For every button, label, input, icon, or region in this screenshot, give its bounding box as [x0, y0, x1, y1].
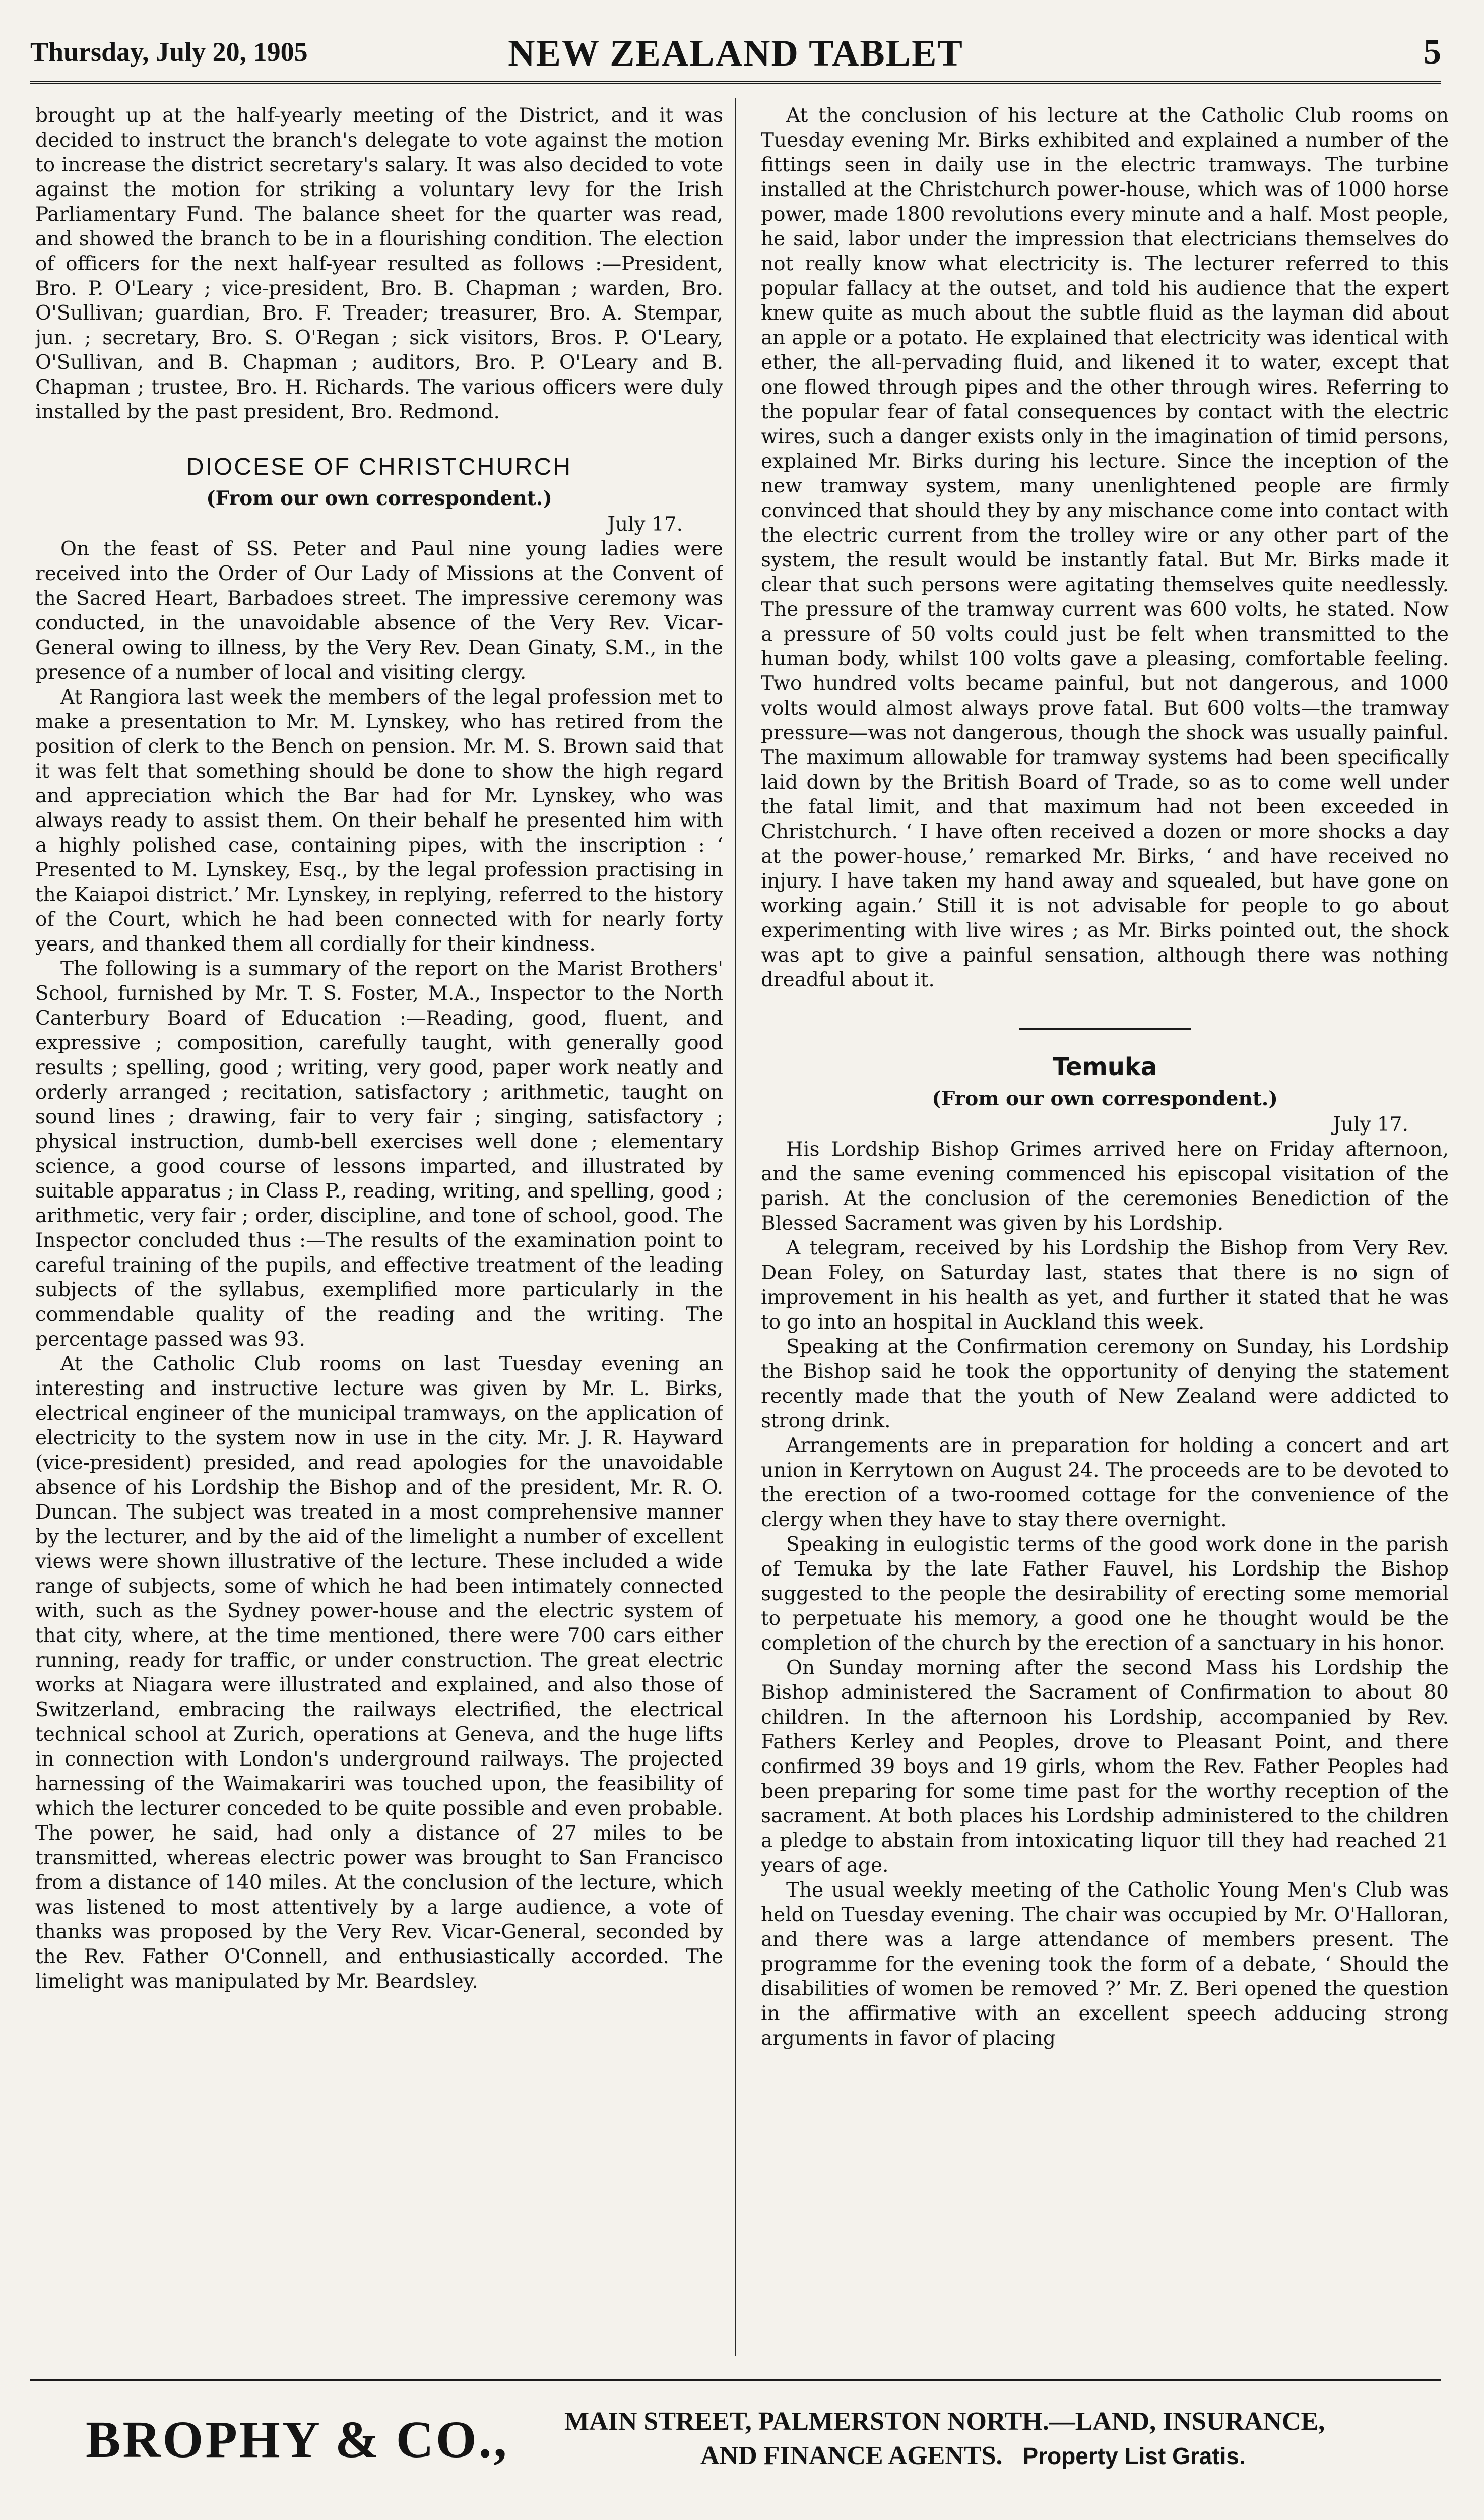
article-paragraph: At the Catholic Club rooms on last Tuesday evening an interesting and instructive lecture was given by Mr. L. Birks, electrical engineer of the municipal tramways, on the application of electricity to the system now in use in the city. Mr. J. R. Hayward (vice-president) presided, and read apologies for the unavoidable absence of his Lordship the Bishop and of the president, Mr. R. O. Duncan. The subject was treated in a most comprehensive manner by the lecturer, and by the aid of the limelight a number of excellent views were shown illustrative of the lecture. These included a wide range of subjects, some of which he had been intimately connected with, such as the Sydney power-house and the electric system of that city, where, at the time mentioned, there were 700 cars either running, ready for traffic, or under construction. The great electric works at Niagara were illustrated and explained, and also those of Switzerland, embracing the railways electrified, the electrical technical school at Zurich, operations at Geneva, and the huge lifts in connection with London's underground railways. The projected harnessing of the Waimakariri was touched upon, the feasibility of which the lecturer conceded to be quite possible and even probable. The power, he said, had only a distance of 27 miles to be transmitted, whereas electric power was brought to San Francisco from a distance of 140 miles. At the conclusion of the lecture, which was listened to most attentively by a large audience, a vote of thanks was proposed by the Very Rev. Vicar-General, seconded by the Rev. Father O'Connell, and enthusiastically accorded. The limelight was manipulated by Mr. Beardsley. [35, 1353, 723, 1993]
article-paragraph: At Rangiora last week the members of the legal profession met to make a presentation to Mr. M. Lynskey, who has retired from the position of clerk to the Bench on pension. Mr. M. S. Brown said that it was felt that something should be done to show the high regard and appreciation which the Bar had for Mr. Lynskey, who was always ready to assist them. On their behalf he presented him with a highly polished case, containing pipes, with the inscription : ‘ Presented to M. Lynskey, Esq., by the legal profession practising in the Kaiapoi district.’ Mr. Lynskey, in replying, referred to the history of the Court, which he had been connected with for nearly forty years, and thanked them all cordially for their kindness. [35, 686, 723, 956]
right-column [761, 103, 1449, 2351]
issue-date: Thursday, July 20, 1905 [30, 37, 308, 67]
correspondent-line: (From our own correspondent.) [932, 1087, 1278, 1110]
dateline: July 17. [1333, 1113, 1408, 1136]
article-paragraph: The following is a summary of the report on the Marist Brothers' School, furnished by Mr. T. S. Foster, M.A., Inspector to the North Canterbury Board of Education :—Reading, good, fluent, and expressive ; composition, carefully taught, with generally good results ; spelling, good ; writing, very good, paper work neatly and orderly arranged ; recitation, satisfactory ; arithmetic, taught on sound lines ; drawing, fair to very fair ; singing, satisfactory ; physical instruction, dumb-bell exercises well done ; elementary science, a good course of lessons imparted, and illustrated by suitable apparatus ; in Class P., reading, writing, and spelling, good ; arithmetic, very fair ; order, discipline, and tone of school, good. The Inspector concluded thus :—The results of the examination point to careful training of the pupils, and effective treatment of the leading subjects of the syllabus, exemplified more particularly in the commendable quality of the reading and the writing. The percentage passed was 93. [35, 958, 723, 1351]
article-paragraph: Arrangements are in preparation for holding a concert and art union in Kerrytown on August 24. The proceeds are to be devoted to the erection of a two-roomed cottage for the convenience of the clergy when they have to stay there overnight. [761, 1434, 1449, 1531]
advertiser-services-text: AND FINANCE AGENTS. [700, 2441, 1003, 2470]
advertiser-note: Property List Gratis. [1022, 2443, 1246, 2469]
article-paragraph: On Sunday morning after the second Mass his Lordship the Bishop administered the Sacrament of Confirmation to about 80 children. In the afternoon his Lordship, accompanied by Rev. Fathers Kerley and Peoples, drove to Pleasant Point, and there confirmed 39 boys and 19 girls, whom the Rev. Father Peoples had been preparing for some time past for the worthy reception of the sacrament. At both places his Lordship administered to the children a pledge to abstain from intoxicating liquor till they had reached 21 years of age. [761, 1657, 1449, 1877]
article-paragraph: The usual weekly meeting of the Catholic Young Men's Club was held on Tuesday evening. The chair was occupied by Mr. O'Halloran, and there was a large attendance of members present. The programme for the evening took the form of a debate, ‘ Should the disabilities of women be removed ?’ Mr. Z. Beri opened the question in the affirmative with an excellent speech adducing strong arguments in favor of placing [761, 1879, 1449, 2050]
correspondent-line: (From our own correspondent.) [206, 487, 552, 510]
article-paragraph: Speaking at the Confirmation ceremony on Sunday, his Lordship the Bishop said he took the opportunity of denying the statement recently made that the youth of New Zealand were addicted to strong drink. [761, 1336, 1449, 1432]
opening-paragraph: brought up at the half-yearly meeting of the District, and it was decided to instruct the branch's delegate to vote against the motion to increase the district secretary's salary. It was also decided to vote against the motion for striking a voluntary levy for the Irish Parliamentary Fund. The balance sheet for the quarter was read, and showed the branch to be in a flourishing condition. The election of officers for the next half-year resulted as follows :—President, Bro. P. O'Leary ; vice-president, Bro. B. Chapman ; warden, Bro. O'Sullivan; guardian, Bro. F. Treader; treasurer, Bro. A. Stempar, jun. ; secretary, Bro. S. O'Regan ; sick visitors, Bros. P. O'Leary, O'Sullivan, and B. Chapman ; auditors, Bro. P. O'Leary and B. Chapman ; trustee, Bro. H. Richards. The various officers were duly installed by the past president, Bro. Redmond. [35, 104, 723, 423]
article-paragraph: On the feast of SS. Peter and Paul nine young ladies were received into the Order of Our Lady of Missions at the Convent of the Sacred Heart, Barbadoes street. The impressive ceremony was conducted, in the unavoidable absence of the Very Rev. Vicar-General owing to illness, by the Very Rev. Dean Ginaty, S.M., in the presence of a number of local and visiting clergy. [35, 538, 723, 684]
article-paragraph: A telegram, received by his Lordship the Bishop from Very Rev. Dean Foley, on Saturday last, states that there is no sign of improvement in his health as yet, and further it stated that he was to go into an hospital in Auckland this week. [761, 1237, 1449, 1334]
section-divider [1019, 1028, 1191, 1030]
article-paragraph: His Lordship Bishop Grimes arrived here on Friday afternoon, and the same evening commenced his episcopal visitation of the parish. At the conclusion of the ceremonies Benediction of the Blessed Sacrament was given by his Lordship. [761, 1138, 1449, 1235]
section-heading-temuka: Temuka [1052, 1053, 1157, 1081]
section-heading-christchurch: DIOCESE OF CHRISTCHURCH [186, 454, 572, 480]
masthead [30, 30, 1441, 84]
newspaper-title: NEW ZEALAND TABLET [508, 33, 963, 74]
advertiser-address: MAIN STREET, PALMERSTON NORTH.—LAND, INSURANCE, [564, 2407, 1325, 2436]
footer-advertisement [30, 2379, 1441, 2497]
left-column [35, 103, 723, 2351]
page-number: 5 [1424, 33, 1441, 72]
column-divider [735, 98, 736, 2356]
advertiser-brand: BROPHY & CO., [86, 2411, 509, 2469]
dateline: July 17. [607, 513, 683, 536]
advertiser-services [700, 2441, 1246, 2471]
article-paragraph: Speaking in eulogistic terms of the good work done in the parish of Temuka by the late Father Fauvel, his Lordship the Bishop suggested to the people the desirability of erecting some memorial to perpetuate his memory, a good one he thought would be the completion of the church by the erection of a sanctuary in his honor. [761, 1533, 1449, 1655]
opening-paragraph: At the conclusion of his lecture at the Catholic Club rooms on Tuesday evening Mr. Birks exhibited and explained a number of the fittings seen in daily use in the electric tramways. The turbine installed at the Christchurch power-house, which was of 1000 horse power, made 1800 revolutions every minute and a half. Most people, he said, labor under the impression that electricians themselves do not really know what electricity is. The lecturer referred to this popular fallacy at the outset, and told his audience that the expert knew quite as much about the subtle fluid as the layman did about an apple or a potato. He explained that electricity was identical with ether, the all-pervading fluid, and likened it to water, except that one flowed through pipes and the other through wires. Referring to the popular fear of fatal consequences by contact with the electric wires, such a danger exists only in the imagination of timid persons, explained Mr. Birks during his lecture. Since the inception of the new tramway system, many unenlightened people are firmly convinced that should they by any mischance come into contact with the electric current from the trolley wire or any other part of the system, the result would be instantly fatal. But Mr. Birks made it clear that such persons were agitating themselves quite needlessly. The pressure of the tramway current was 600 volts, he stated. Now a pressure of 50 volts could just be felt when transmitted to the human body, whilst 100 volts gave a pleasing, comfortable feeling. Two hundred volts became painful, but not dangerous, and 1000 volts would almost always prove fatal. But 600 volts—the tramway pressure—was not dangerous, though the shock was usually painful. The maximum allowable for tramway systems had been specifically laid down by the British Board of Trade, so as to come well under the fatal limit, and that maximum had not been exceeded in Christchurch. ‘ I have often received a dozen or more shocks a day at the power-house,’ remarked Mr. Birks, ‘ and have received no injury. I have taken my hand away and squealed, but have gone on working again.’ Still it is not advisable for people to go about experimenting with live wires ; as Mr. Birks pointed out, the shock was apt to give a painful sensation, although there was nothing dreadful about it. [761, 104, 1449, 991]
